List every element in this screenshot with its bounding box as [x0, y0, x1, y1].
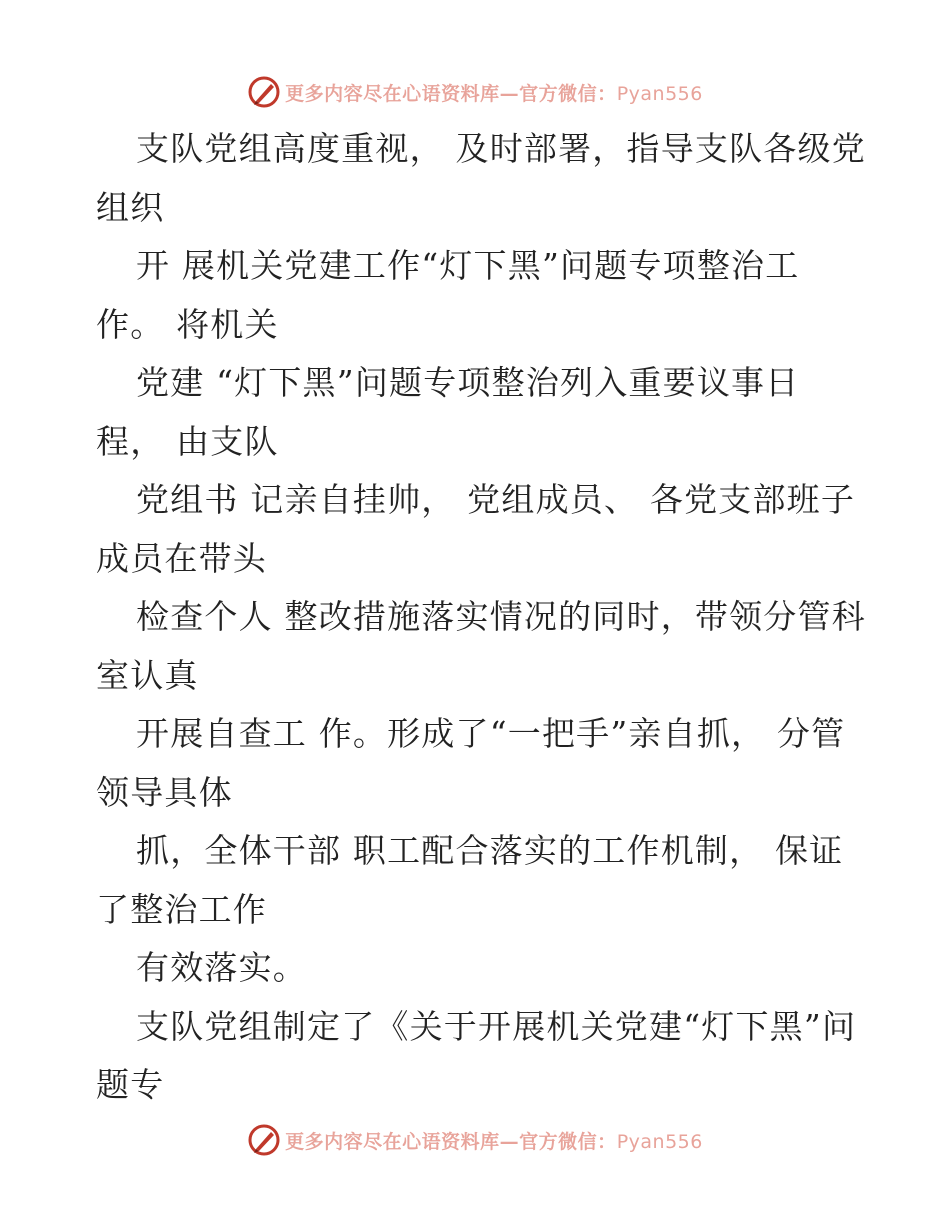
watermark-prefix: 更多内容尽在心语资料库 — [285, 82, 500, 105]
paragraph: 支队党组高度重视， 及时部署，指导支队各级党组织 — [96, 129, 866, 227]
watermark-dash: — — [499, 1130, 520, 1153]
paragraph: 抓，全体干部 职工配合落实的工作机制， 保证了整治工作 — [96, 831, 844, 929]
quill-pen-logo-icon — [247, 1123, 281, 1157]
paragraph: 有效落实。 — [136, 948, 307, 987]
quill-pen-logo-icon — [247, 75, 281, 109]
watermark-suffix: 官方微信： — [519, 82, 617, 105]
paragraph: 支队党组制定了《关于开展机关党建“灯下黑”问题专 — [96, 1006, 857, 1104]
watermark-prefix: 更多内容尽在心语资料库 — [285, 1130, 500, 1153]
watermark-header — [0, 72, 950, 112]
document-body — [96, 120, 866, 1115]
watermark-text — [285, 79, 703, 106]
watermark-wechat: Pyan556 — [616, 1130, 703, 1153]
paragraph: 党组书 记亲自挂帅， 党组成员、 各党支部班子成员在带头 — [96, 480, 856, 578]
watermark-wechat: Pyan556 — [616, 82, 703, 105]
watermark-text — [285, 1127, 703, 1154]
watermark-suffix: 官方微信： — [519, 1130, 617, 1153]
watermark-dash: — — [499, 82, 520, 105]
paragraph: 开展自查工 作。形成了“一把手”亲自抓， 分管领导具体 — [96, 714, 846, 812]
paragraph: 开 展机关党建工作“灯下黑”问题专项整治工作。 将机关 — [96, 246, 800, 344]
paragraph: 检查个人 整改措施落实情况的同时，带领分管科室认真 — [96, 597, 866, 695]
paragraph: 党建 “灯下黑”问题专项整治列入重要议事日程， 由支队 — [96, 363, 800, 461]
watermark-footer — [0, 1120, 950, 1160]
